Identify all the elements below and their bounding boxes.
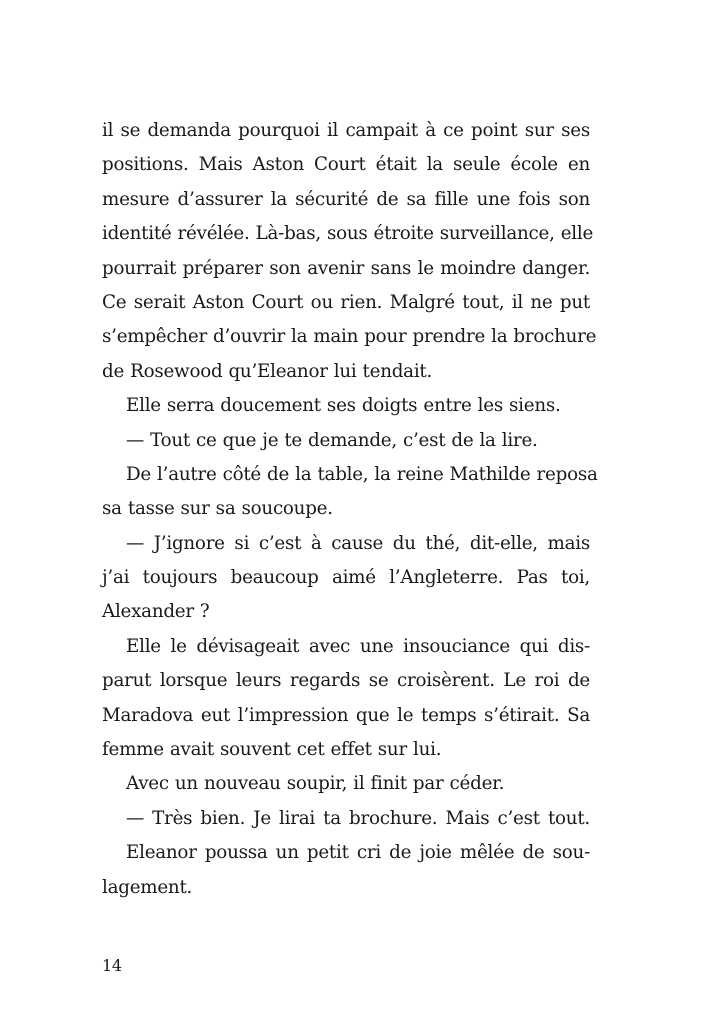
text-line: Alexander ? [102,601,210,623]
text-line: mesure d’assurer la sécurité de sa fille une fois son [102,188,590,210]
text-line: identité révélée. Là-bas, sous étroite surveillance, elle [102,223,594,245]
text-line: j’ai toujours beaucoup aimé l’Angleterre. Pas toi, [102,567,590,589]
text-line: — Très bien. Je lirai ta brochure. Mais c’est tout. [126,807,590,829]
text-line: de Rosewood qu’Eleanor lui tendait. [102,360,433,382]
text-line: lagement. [102,876,193,898]
text-line: parut lorsque leurs regards se croisèrent. Le roi de [102,670,590,692]
text-line: femme avait souvent cet effet sur lui. [102,739,442,761]
text-line: Elle serra doucement ses doigts entre les siens. [126,395,561,417]
page-body-text [102,114,598,905]
text-line: — Tout ce que je te demande, c’est de la lire. [126,429,538,451]
text-line: Elle le dévisageait avec une insouciance qui dis- [126,635,590,657]
text-line: pourrait préparer son avenir sans le moindre danger. [102,257,590,279]
text-line: sa tasse sur sa soucoupe. [102,498,333,520]
text-line: Eleanor poussa un petit cri de joie mêlée de sou- [126,842,590,864]
page-number: 14 [102,956,122,975]
text-line: Ce serait Aston Court ou rien. Malgré tout, il ne put [102,291,590,313]
text-line: il se demanda pourquoi il campait à ce point sur ses [102,120,590,141]
text-line: Maradova eut l’impression que le temps s’étirait. Sa [102,704,590,726]
text-line: — J’ignore si c’est à cause du thé, dit-elle, mais [126,532,590,554]
text-line: Avec un nouveau soupir, il finit par céder. [126,773,505,795]
text-line: De l’autre côté de la table, la reine Mathilde reposa [126,463,598,485]
text-line: positions. Mais Aston Court était la seule école en [102,154,590,176]
text-line: s’empêcher d’ouvrir la main pour prendre la brochure [102,326,597,348]
